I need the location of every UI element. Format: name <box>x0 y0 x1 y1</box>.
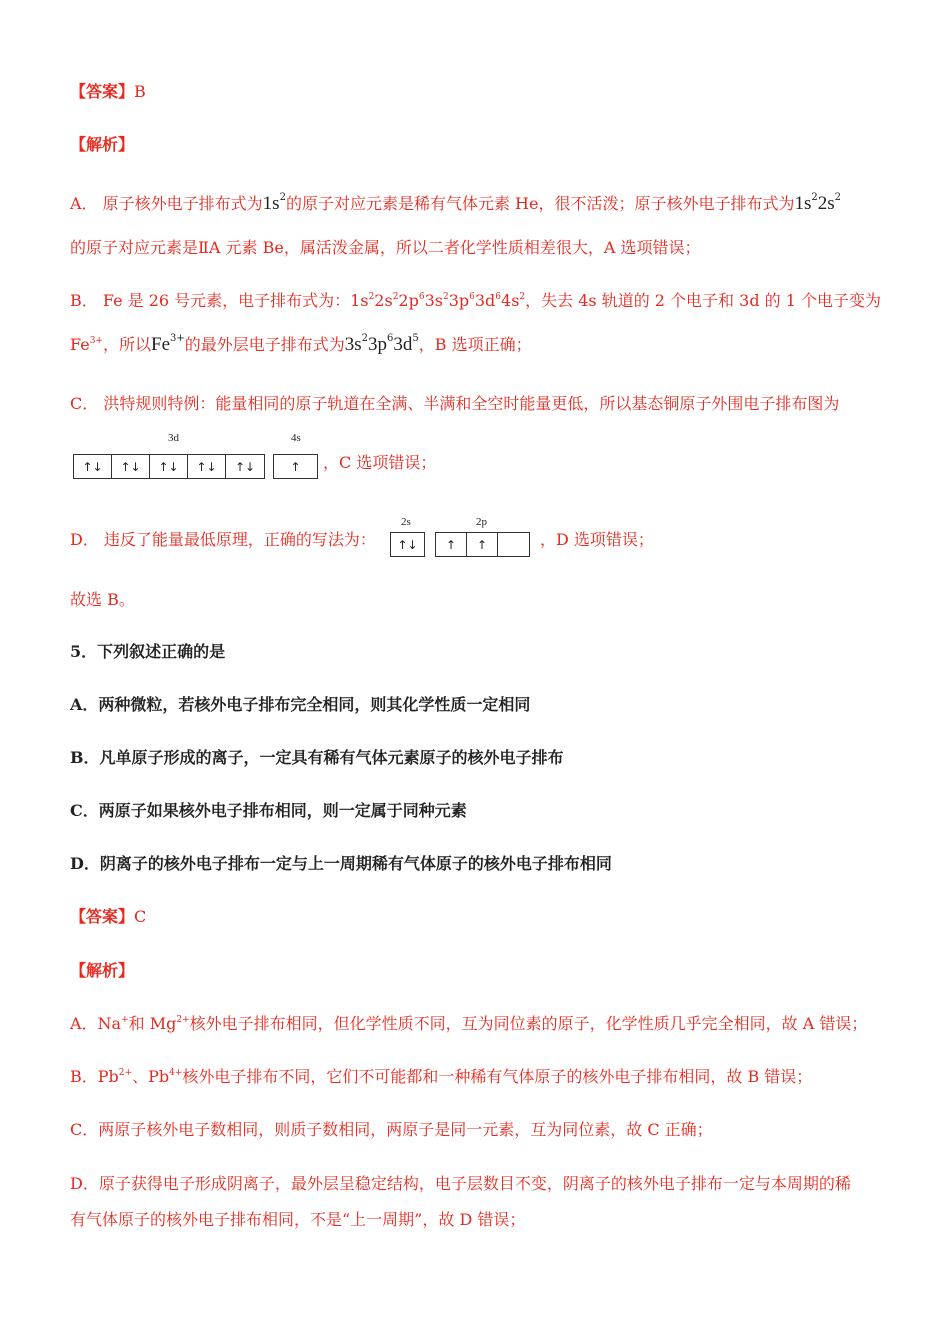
orbital-group-4s <box>273 454 318 479</box>
orbital-box: ↑ <box>436 533 467 556</box>
cu-orbital-diagram <box>73 454 318 479</box>
q5-choice-a: A．两种微粒，若核外电子排布完全相同，则其化学性质一定相同 <box>70 695 531 714</box>
q4-answer-line <box>70 81 146 103</box>
orbital-box: ↑↓ <box>397 537 418 552</box>
q5-analysis-tag: 【解析】 <box>70 961 135 980</box>
q5-analysis-c: C．两原子核外电子数相同，则质子数相同，两原子是同一元素，互为同位素，故 C 正确； <box>70 1120 713 1139</box>
correct-orbital-diagram <box>390 532 530 557</box>
q4-option-d-post: ，D 选项错误； <box>540 530 654 549</box>
orbital-group-2p <box>435 532 530 557</box>
q5-analysis-b: B．$Pb^{2+}$、$Pb^{4+}$核外电子排布不同，它们不可能都和一种稀有气体原子的核外电子排布相同，故 B 错误； <box>70 1067 813 1086</box>
orbital-box: ↑ <box>290 459 301 474</box>
orbital-box: ↑↓ <box>74 455 112 478</box>
q5-choice-c: C．两原子如果核外电子排布相同，则一定属于同种元素 <box>70 801 467 820</box>
q4-analysis-tag: 【解析】 <box>70 135 135 154</box>
orbital-group-3d <box>73 454 265 479</box>
q4-option-b-line2: $Fe^{3+}$，所以$Fe^{3+}$的最外层电子排布式为$3s^23p^63d^5$，B 选项正确； <box>70 333 532 355</box>
q4-option-c-line1: C． 洪特规则特例：能量相同的原子轨道在全满、半满和全空时能量更低，所以基态铜原子外围电子排布图为 <box>70 394 840 413</box>
q5-analysis-a: A．Na+和 $Mg^{2+}$核外电子排布相同，但化学性质不同，互为同位素的原子，化学性质几乎完全相同，故 A 错误； <box>70 1014 868 1033</box>
q4-option-c-post: ，C 选项错误； <box>323 453 437 472</box>
orbital-box: ↑↓ <box>112 455 150 478</box>
q4-conclusion: 故选 B。 <box>70 590 135 609</box>
orbital-box: ↑↓ <box>188 455 226 478</box>
orbital-box: ↑↓ <box>150 455 188 478</box>
q4-option-d-pre: D． 违反了能量最低原理，正确的写法为： <box>70 530 376 549</box>
q5-analysis-d-line1: D．原子获得电子形成阴离子，最外层呈稳定结构，电子层数目不变，阴离子的核外电子排布一定与本周期的稀 <box>70 1174 851 1193</box>
orbital-label-2s: 2s <box>401 516 411 528</box>
orbital-group-2s <box>390 532 425 557</box>
q5-choice-d: D．阴离子的核外电子排布一定与上一周期稀有气体原子的核外电子排布相同 <box>70 854 612 873</box>
answer-value: C <box>134 907 147 926</box>
q5-analysis-d-line2: 有气体原子的核外电子排布相同，不是“上一周期”，故 D 错误； <box>70 1210 526 1229</box>
q4-option-a-line2: 的原子对应元素是ⅡA 元素 Be，属活泼金属，所以二者化学性质相差很大，A 选项错误； <box>70 238 701 257</box>
orbital-label-2p: 2p <box>476 516 487 528</box>
orbital-box: ↑ <box>467 533 498 556</box>
orbital-box: ↑↓ <box>234 459 256 474</box>
orbital-label-4s: 4s <box>291 432 301 444</box>
q5-answer-line <box>70 906 146 928</box>
q5-choice-b: B．凡单原子形成的离子，一定具有稀有气体元素原子的核外电子排布 <box>70 748 564 767</box>
orbital-box <box>498 533 529 556</box>
q5-stem: 5．下列叙述正确的是 <box>70 642 226 661</box>
answer-value: B <box>134 82 146 101</box>
q4-option-b-line1: B． Fe 是 26 号元素，电子排布式为：$1s^22s^22p^63s^23p^63d^64s^2$，失去 4s 轨道的 2 个电子和 3d 的 1 个电子变为 <box>70 291 882 310</box>
answer-tag: 【答案】 <box>70 907 135 926</box>
orbital-label-3d: 3d <box>168 432 179 444</box>
q4-option-a-line1: A． 原子核外电子排布式为$1s^2$的原子对应元素是稀有气体元素 He，很不活泼；原子核外电子排布式为$1s^22s^2$ <box>70 192 842 214</box>
answer-tag: 【答案】 <box>70 82 135 101</box>
